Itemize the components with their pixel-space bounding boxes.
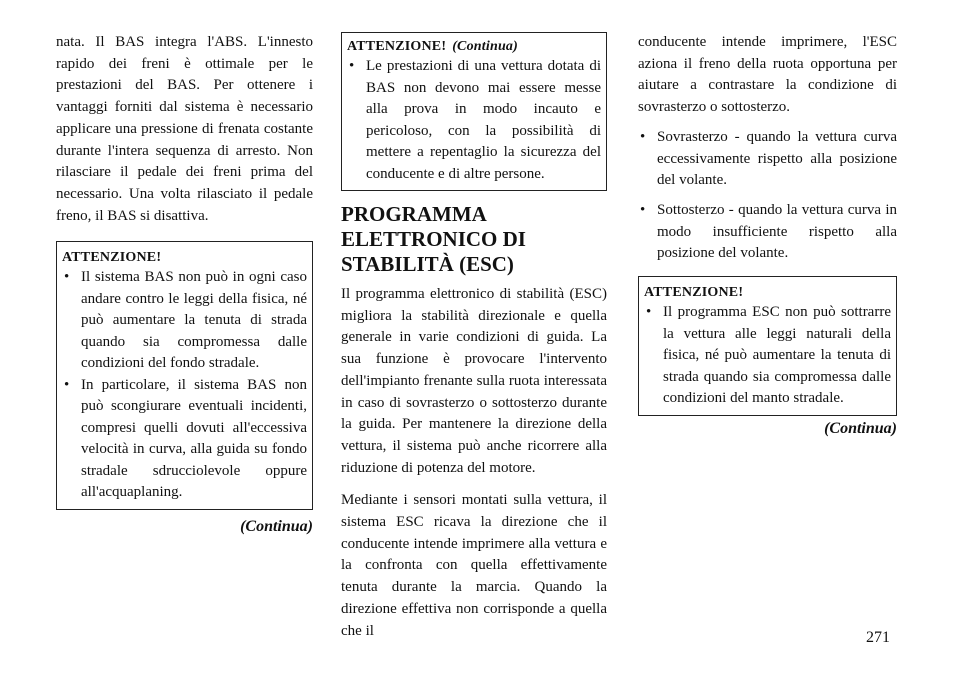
warning-list bbox=[347, 56, 601, 185]
esc-paragraph-2: Mediante i sensori montati sulla vettura, il sistema ESC ricava la direzione che il conducente intende imprimere alla vettura e la confronta con quella effettivamente tenuta durante la marcia. Quando la direzione effettiva non corrisponde a quella che il bbox=[341, 492, 607, 639]
warning-list bbox=[62, 267, 307, 504]
warning-list bbox=[644, 302, 891, 410]
bas-intro-paragraph: nata. Il BAS integra l'ABS. L'innesto rapido dei freni è ottimale per le prestazioni del BAS. Per ottenere i vantaggi forniti dal sistema è necessario applicare una pressione di frenata costante durante l'intera sequenza di arresto. Non rilasciare il pedale dei freni prima del necessario. Una volta rilasciato il pedale freno, il BAS si disattiva. bbox=[56, 34, 313, 224]
warning-title: ATTENZIONE! bbox=[62, 250, 162, 266]
warning-box-bas-continued bbox=[341, 32, 607, 191]
warning-item: • Le prestazioni di una vettura dotata di BAS non devono mai essere messe alla prova in modo incauto e pericoloso, con la possibilità di mettere a repentaglio la sicurezza del conducente e di altre persone. bbox=[347, 56, 601, 185]
warning-box-bas bbox=[56, 241, 313, 510]
warning-item: • Il programma ESC non può sottrarre la vettura alle leggi naturali della fisica, né può aumentare la tenuta di strada quando sia compromessa dalle condizioni del manto stradale. bbox=[644, 302, 891, 410]
warning-title: ATTENZIONE! bbox=[644, 285, 744, 301]
section-heading-esc: PROGRAMMA ELETTRONICO DI STABILITÀ (ESC) bbox=[341, 202, 526, 276]
warning-box-esc bbox=[638, 276, 897, 416]
page-number: 271 bbox=[866, 629, 890, 646]
esc-paragraph-1: Il programma elettronico di stabilità (ESC) migliora la stabilità direzionale e quella generale in varie condizioni di guida. La sua funzione è provocare l'intervento dell'impianto frenante sulla ruota interessata in caso di sovrasterzo o sottosterzo durante la guida. Per mantenere la direzione della vettura, il sistema può anche ricorrere alla riduzione di potenza del motore. bbox=[341, 286, 607, 476]
warning-title bbox=[347, 37, 601, 56]
warning-title-text: ATTENZIONE! bbox=[347, 39, 447, 54]
steer-bullet-list bbox=[638, 127, 897, 265]
warning-item: • In particolare, il sistema BAS non può scongiurare eventuali incidenti, compresi quelli dovuti all'eccessiva velocità in curva, alla guida su fondo stradale sdrucciolevole oppure all'acquaplaning. bbox=[62, 375, 307, 504]
continua-label: (Continua) bbox=[240, 517, 313, 535]
esc-continuation-paragraph: conducente intende imprimere, l'ESC aziona il freno della ruota opportuna per aiutare a contrastare la condizione di sovrasterzo o sottosterzo. bbox=[638, 34, 897, 116]
column-right bbox=[638, 32, 897, 440]
bullet-understeer: • Sottosterzo - quando la vettura curva in modo insufficiente rispetto alla posizione del volante. bbox=[638, 200, 897, 265]
column-middle bbox=[341, 32, 607, 642]
warning-continua: (Continua) bbox=[452, 39, 518, 54]
warning-item: • Il sistema BAS non può in ogni caso andare contro le leggi della fisica, né può aumentare la tenuta di strada quando sia compromessa dalle condizioni del fondo stradale. bbox=[62, 267, 307, 375]
column-left bbox=[56, 32, 313, 538]
bullet-oversteer: • Sovrasterzo - quando la vettura curva eccessivamente rispetto alla posizione del volante. bbox=[638, 127, 897, 192]
continua-label: (Continua) bbox=[824, 419, 897, 437]
